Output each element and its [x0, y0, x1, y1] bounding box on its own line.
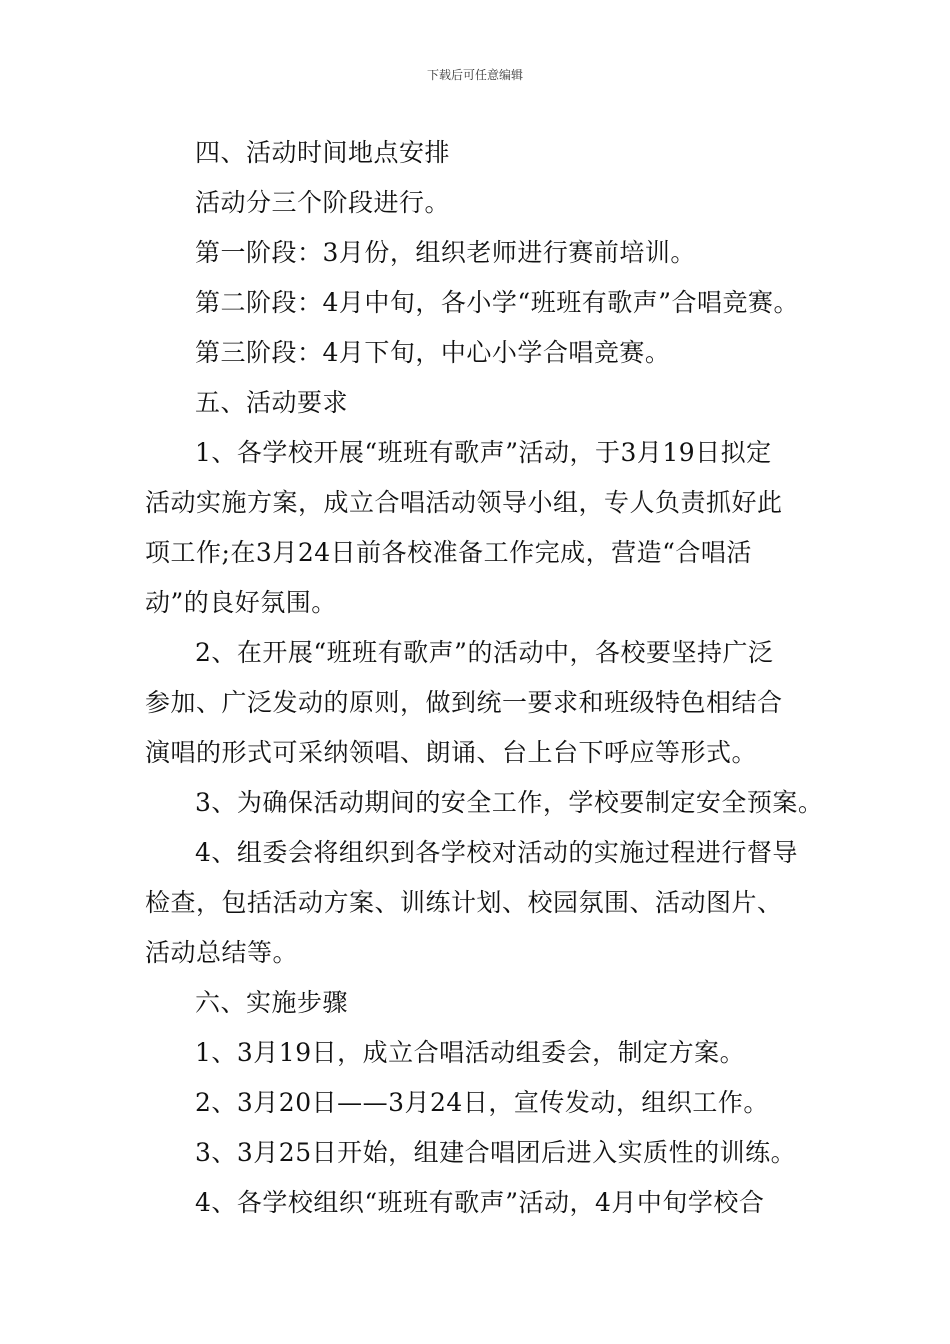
stage-3-paragraph: 第三阶段：4月下旬，中心小学合唱竞赛。	[195, 338, 671, 367]
section-4-heading: 四、活动时间地点安排	[195, 138, 451, 167]
requirement-2-line: 2、在开展“班班有歌声”的活动中，各校要坚持广泛	[195, 638, 774, 667]
requirement-1-paragraph	[145, 428, 825, 628]
section-5-heading: 五、活动要求	[195, 388, 349, 417]
step-4-paragraph: 4、各学校组织“班班有歌声”活动，4月中旬学校合	[195, 1188, 765, 1217]
requirement-1-line: 1、各学校开展“班班有歌声”活动，于3月19日拟定	[195, 438, 772, 467]
step-2-paragraph: 2、3月20日——3月24日，宣传发动，组织工作。	[195, 1088, 769, 1117]
stage-2-paragraph: 第二阶段：4月中旬，各小学“班班有歌声”合唱竞赛。	[195, 288, 799, 317]
requirement-1-line: 活动实施方案，成立合唱活动领导小组，专人负责抓好此	[145, 488, 783, 517]
requirement-4-line: 活动总结等。	[145, 938, 299, 967]
requirement-2-line: 参加、广泛发动的原则，做到统一要求和班级特色相结合	[145, 688, 783, 717]
document-body	[145, 128, 825, 1228]
stage-1-paragraph: 第一阶段：3月份，组织老师进行赛前培训。	[195, 238, 696, 267]
requirement-1-line: 动”的良好氛围。	[145, 588, 337, 617]
section-6-heading: 六、实施步骤	[195, 988, 349, 1017]
requirement-4-paragraph	[145, 828, 825, 978]
requirement-3-paragraph: 3、为确保活动期间的安全工作，学校要制定安全预案。	[195, 788, 824, 817]
step-1-paragraph: 1、3月19日，成立合唱活动组委会，制定方案。	[195, 1038, 746, 1067]
requirement-4-line: 4、组委会将组织到各学校对活动的实施过程进行督导	[195, 838, 798, 867]
requirement-2-paragraph	[145, 628, 825, 778]
section-4-intro: 活动分三个阶段进行。	[195, 188, 451, 217]
requirement-1-line: 项工作;在3月24日前各校准备工作完成，营造“合唱活	[145, 538, 752, 567]
requirement-2-line: 演唱的形式可采纳领唱、朗诵、台上台下呼应等形式。	[145, 738, 758, 767]
requirement-4-line: 检查，包括活动方案、训练计划、校园氛围、活动图片、	[145, 888, 783, 917]
page-header-note: 下载后可任意编辑	[426, 68, 523, 82]
step-3-paragraph: 3、3月25日开始，组建合唱团后进入实质性的训练。	[195, 1138, 797, 1167]
